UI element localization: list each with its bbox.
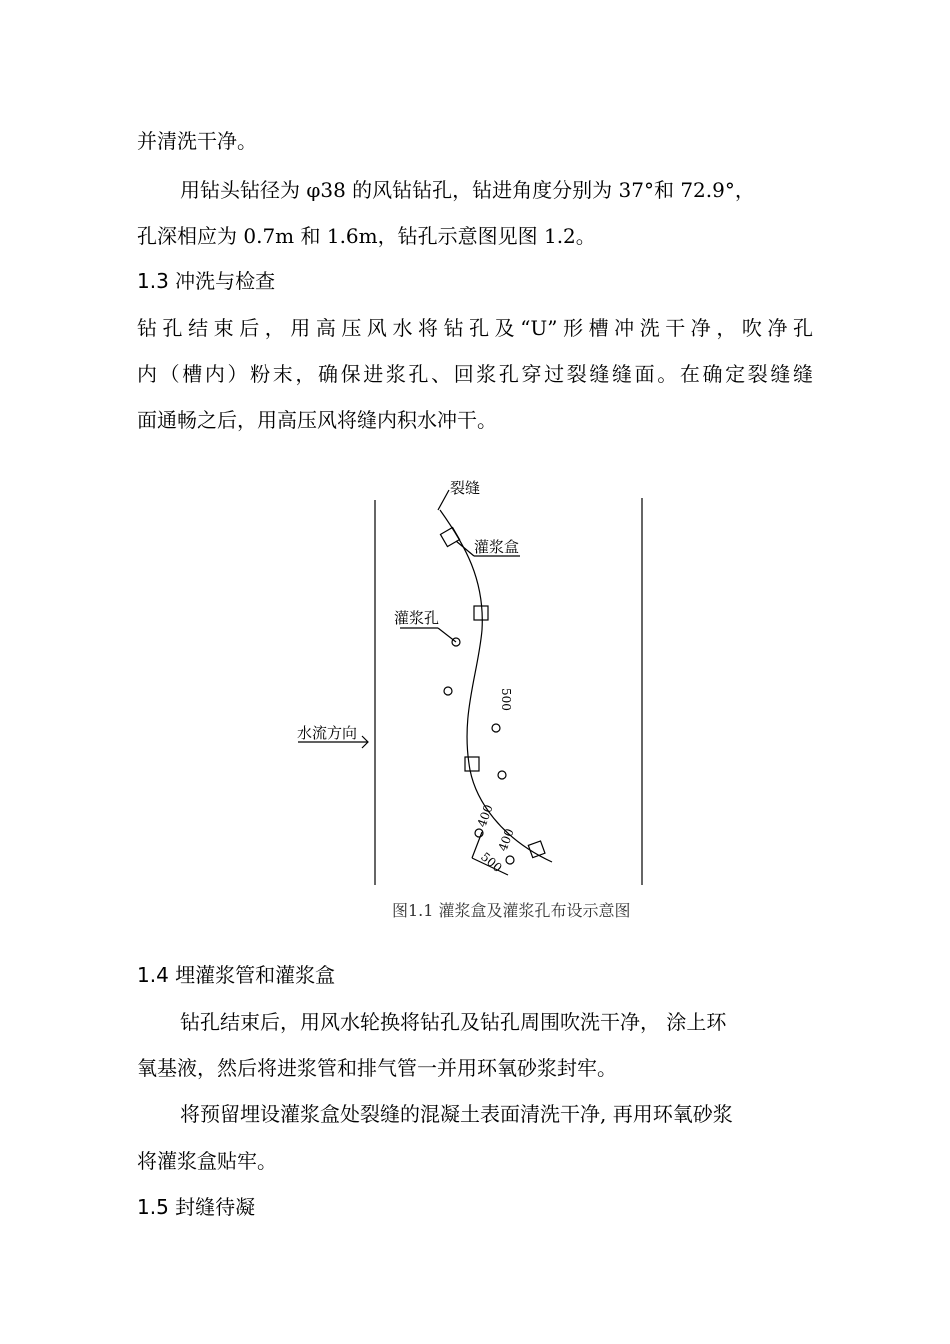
paragraph-line: 将灌浆盒贴牢。 [137,1149,277,1173]
dimension-label: 500 [478,849,505,876]
flow-direction-label: 水流方向 [297,724,358,742]
dimension-label: 500 [499,688,513,711]
figure-caption: 图1.1 灌浆盒及灌浆孔布设示意图 [392,901,631,920]
paragraph-line: 氧基液，然后将进浆管和排气管一并用环氧砂浆封牢。 [137,1056,617,1080]
paragraph-line: 并清洗干净。 [137,129,257,153]
dimension-label: 400 [495,826,517,854]
grout-box [465,757,479,771]
grout-hole [498,771,506,779]
section-heading-1-5: 1.5 封缝待凝 [137,1195,256,1219]
grout-box [440,527,459,546]
paragraph-line: 内（槽内）粉末，确保进浆孔、回浆孔穿过裂缝缝面。在确定裂缝缝 [137,362,813,386]
grout-box [528,841,545,858]
crack-curve [440,510,552,862]
section-heading-1-3: 1.3 冲洗与检查 [137,269,276,293]
grout-hole [492,724,500,732]
grout-hole [506,856,514,864]
dimension-label: 400 [474,802,496,830]
section-heading-1-4: 1.4 埋灌浆管和灌浆盒 [137,963,336,987]
grout-box [474,606,488,620]
grout-hole-label: 灌浆孔 [394,609,440,627]
paragraph-line: 钻孔结束后，用风水轮换将钻孔及钻孔周围吹洗干净， 涂上环 [180,1010,727,1034]
paragraph-line: 面通畅之后，用高压风将缝内积水冲干。 [137,408,497,432]
grouting-layout-figure [280,470,660,895]
crack-label: 裂缝 [450,479,481,497]
grout-box-label: 灌浆盒 [474,538,520,556]
paragraph-line: 将预留埋设灌浆盒处裂缝的混凝土表面清洗干净, 再用环氧砂浆 [180,1102,733,1126]
paragraph-line: 钻孔结束后，用高压风水将钻孔及“U”形槽冲洗干净，吹净孔 [137,316,813,340]
paragraph-line: 孔深相应为 0.7m 和 1.6m，钻孔示意图见图 1.2。 [137,224,596,248]
grout-hole [444,687,452,695]
paragraph-line: 用钻头钻径为 φ38 的风钻钻孔，钻进角度分别为 37°和 72.9°， [180,178,755,202]
